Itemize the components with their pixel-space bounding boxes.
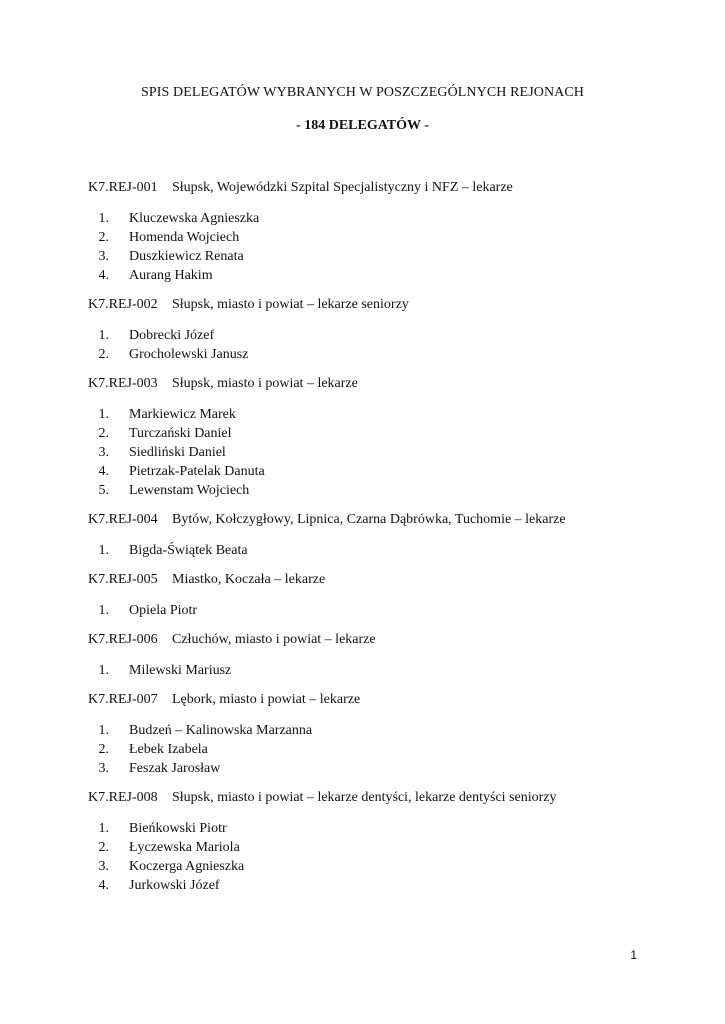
delegate-number: 2. [98,426,109,441]
delegate-name: Lewenstam Wojciech [129,483,250,498]
delegate-item [88,228,688,247]
delegate-name: Opiela Piotr [129,603,198,618]
region-code: K7.REJ-008 [88,790,158,805]
delegate-list [88,721,688,778]
regions-list [88,178,688,905]
delegate-number: 5. [98,483,109,498]
region-description: Słupsk, miasto i powiat – lekarze [172,376,358,391]
region-code: K7.REJ-007 [88,692,158,707]
delegate-item [88,209,688,228]
delegate-item [88,857,688,876]
delegate-item [88,601,688,620]
delegate-number: 1. [98,328,109,343]
region-code: K7.REJ-001 [88,180,158,195]
delegate-number: 2. [98,347,109,362]
delegate-item [88,443,688,462]
region-description: Słupsk, miasto i powiat – lekarze dentyści, lekarze dentyści seniorzy [172,790,557,805]
delegate-name: Aurang Hakim [129,268,213,283]
delegate-name: Kluczewska Agnieszka [129,211,260,226]
delegate-item [88,326,688,345]
delegate-number: 3. [98,445,109,460]
delegate-item [88,740,688,759]
delegate-list [88,541,688,560]
delegate-item [88,876,688,895]
delegate-number: 2. [98,840,109,855]
delegate-item [88,405,688,424]
delegate-list [88,405,688,500]
region-header [88,374,688,393]
page-number: 1 [630,948,637,962]
region-description: Miastko, Koczała – lekarze [172,572,326,587]
delegate-name: Jurkowski Józef [129,878,220,893]
delegate-item [88,838,688,857]
delegate-item [88,541,688,560]
delegate-item [88,247,688,266]
delegate-name: Markiewicz Marek [129,407,236,422]
delegate-list [88,326,688,364]
delegate-list [88,819,688,895]
delegate-number: 3. [98,249,109,264]
delegate-item [88,462,688,481]
delegate-name: Dobrecki Józef [129,328,215,343]
region-description: Słupsk, Wojewódzki Szpital Specjalistyczny i NFZ – lekarze [172,180,513,195]
delegate-list [88,601,688,620]
delegate-name: Milewski Mariusz [129,663,232,678]
delegate-list [88,661,688,680]
delegate-number: 1. [98,821,109,836]
delegate-name: Pietrzak-Patelak Danuta [129,464,265,479]
delegate-number: 2. [98,230,109,245]
delegate-item [88,721,688,740]
delegate-number: 1. [98,211,109,226]
region-description: Lębork, miasto i powiat – lekarze [172,692,361,707]
delegate-number: 1. [98,723,109,738]
delegate-number: 3. [98,859,109,874]
delegate-name: Bigda-Świątek Beata [129,543,248,558]
delegate-name: Duszkiewicz Renata [129,249,244,264]
region-header [88,690,688,709]
delegate-name: Feszak Jarosław [129,761,221,776]
delegate-number: 2. [98,742,109,757]
region-description: Człuchów, miasto i powiat – lekarze [172,632,376,647]
delegate-number: 4. [98,268,109,283]
region-code: K7.REJ-002 [88,297,158,312]
region-code: K7.REJ-005 [88,572,158,587]
delegate-name: Łyczewska Mariola [129,840,240,855]
region-header [88,570,688,589]
delegate-number: 4. [98,878,109,893]
delegate-list [88,209,688,285]
document-title: SPIS DELEGATÓW WYBRANYCH W POSZCZEGÓLNYCH REJONACH [140,85,585,100]
document-subtitle: - 184 DELEGATÓW - [296,118,429,133]
region-header [88,295,688,314]
delegate-number: 3. [98,761,109,776]
region-code: K7.REJ-004 [88,512,158,527]
delegate-name: Siedliński Daniel [129,445,226,460]
region-code: K7.REJ-006 [88,632,158,647]
region-header [88,788,688,807]
delegate-item [88,424,688,443]
delegate-number: 1. [98,603,109,618]
delegate-name: Bieńkowski Piotr [129,821,227,836]
delegate-name: Grocholewski Janusz [129,347,249,362]
delegate-number: 1. [98,543,109,558]
delegate-name: Homenda Wojciech [129,230,240,245]
delegate-name: Budzeń – Kalinowska Marzanna [129,723,313,738]
delegate-name: Łebek Izabela [129,742,208,757]
delegate-item [88,345,688,364]
delegate-number: 1. [98,663,109,678]
delegate-name: Turczański Daniel [129,426,232,441]
region-description: Bytów, Kołczygłowy, Lipnica, Czarna Dąbrówka, Tuchomie – lekarze [172,512,566,527]
delegate-item [88,661,688,680]
region-description: Słupsk, miasto i powiat – lekarze seniorzy [172,297,409,312]
delegate-item [88,266,688,285]
delegate-number: 4. [98,464,109,479]
region-header [88,178,688,197]
delegate-item [88,819,688,838]
region-code: K7.REJ-003 [88,376,158,391]
region-header [88,630,688,649]
delegate-item [88,481,688,500]
delegate-item [88,759,688,778]
delegate-number: 1. [98,407,109,422]
region-header [88,510,688,529]
delegate-name: Koczerga Agnieszka [129,859,245,874]
